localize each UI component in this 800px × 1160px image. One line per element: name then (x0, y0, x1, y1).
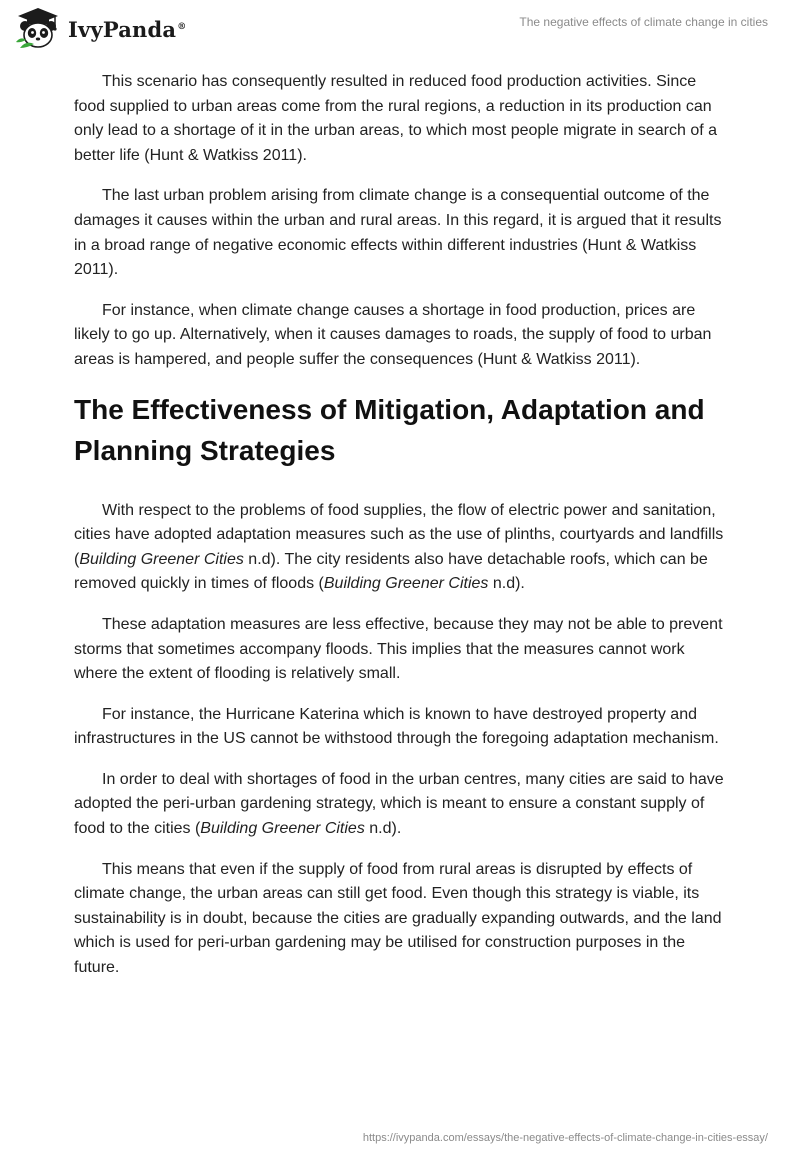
brand-name: IvyPanda® (68, 16, 187, 42)
citation: Building Greener Cities (323, 575, 489, 593)
paragraph: This scenario has consequently resulted in reduced food production activities. Since food supplied to urban areas come from the rural regions, a reduction in its production can only lead to a shortage of it in the urban areas, to which most people migrate in search of a better life (Hunt & Watkiss 2011). (74, 73, 718, 164)
panda-graduate-logo-icon (14, 6, 62, 52)
registered-mark: ® (177, 21, 187, 32)
paragraph: This means that even if the supply of food from rural areas is disrupted by effects of climate change, the urban areas can still get food. Even though this strategy is viable, its sustainability is in doubt, because the cities are gradually expanding outwards, and the land which is used for peri-urban gardening may be utilised for construction purposes in the future. (74, 860, 722, 977)
paragraph: In order to deal with shortages of food in the urban centres, many cities are said to have adopted the peri-urban gardening strategy, which is meant to ensure a constant supply of food to the cities (Building Greener Cities n.d). (74, 770, 724, 838)
page-header (0, 0, 800, 60)
paragraph: The last urban problem arising from climate change is a consequential outcome of the damages it causes within the urban and rural areas. In this regard, it is argued that it results in a broad range of negative economic effects within different industries (Hunt & Watkiss 2011). (74, 187, 722, 279)
paragraph: These adaptation measures are less effective, because they may not be able to prevent storms that sometimes accompany floods. This implies that the measures cannot work where the extent of flooding is relatively small. (74, 615, 723, 683)
section-heading: The Effectiveness of Mitigation, Adaptation and Planning Strategies (74, 393, 705, 466)
paragraph: With respect to the problems of food supplies, the flow of electric power and sanitation, cities have adopted adaptation measures such as the use of plinths, courtyards and landfills (Building Greener Cities n.d). The city residents also have detachable roofs, which can be removed quickly in times of floods (Building Greener Cities n.d). (74, 501, 724, 593)
source-url[interactable]: https://ivypanda.com/essays/the-negative-effects-of-climate-change-in-cities-essay/ (362, 1132, 768, 1144)
document-title: The negative effects of climate change in cities (519, 15, 768, 29)
citation: Building Greener Cities (200, 820, 365, 838)
paragraph: For instance, when climate change causes a shortage in food production, prices are likely to go up. Alternatively, when it causes damages to roads, the supply of food to urban areas is hampered, and people suffer the consequences (Hunt & Watkiss 2011). (74, 301, 712, 368)
essay-body (74, 70, 726, 997)
citation: Building Greener Cities (79, 550, 244, 568)
brand-logo[interactable] (14, 6, 186, 52)
paragraph: For instance, the Hurricane Katerina which is known to have destroyed property and infrastructures in the US cannot be withstood through the foregoing adaptation mechanism. (74, 705, 719, 748)
